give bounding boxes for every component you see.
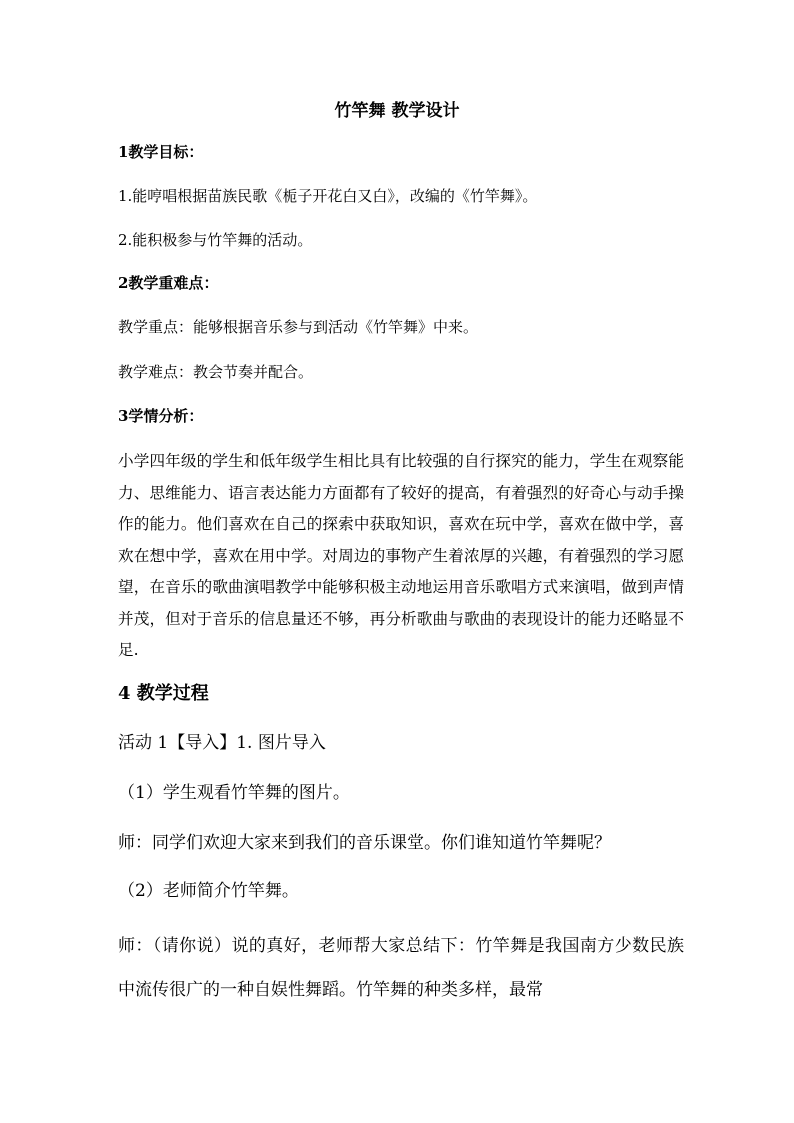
objective-item-1: 1.能哼唱根据苗族民歌《栀子开花白又白》，改编的《竹竿舞》。	[118, 187, 538, 205]
section-heading-objectives: 1教学目标：	[118, 143, 204, 161]
section-heading-key-points: 2教学重难点：	[118, 274, 219, 292]
section-heading-analysis: 3学情分析：	[118, 407, 204, 425]
process-paragraph: 师：（请你说）说的真好，老师帮大家总结下：竹竿舞是我国南方少数民族中流传很广的一种自娱性舞蹈。竹竿舞的种类多样，最常	[118, 936, 684, 1000]
objective-item-2: 2.能积极参与竹竿舞的活动。	[118, 231, 313, 249]
key-point-item-1: 教学重点：能够根据音乐参与到活动《竹竿舞》中来。	[118, 318, 479, 336]
process-line-1: （1）学生观看竹竿舞的图片。	[118, 783, 350, 803]
key-point-item-2: 教学难点：教会节奏并配合。	[118, 363, 314, 381]
section-heading-process: 4 教学过程	[118, 683, 209, 704]
document-title: 竹竿舞 教学设计	[334, 101, 460, 121]
process-line-activity: 活动 1【导入】1. 图片导入	[118, 733, 326, 753]
process-line-teacher-question: 师：同学们欢迎大家来到我们的音乐课堂。你们谁知道竹竿舞呢？	[118, 833, 611, 853]
process-line-2: （2）老师简介竹竿舞。	[118, 881, 299, 901]
analysis-paragraph: 小学四年级的学生和低年级学生相比具有比较强的自行探究的能力，学生在观察能力、思维能力、语言表达能力方面都有了较好的提高，有着强烈的好奇心与动手操作的能力。他们喜欢在自己的探索中获取知识，喜欢在玩中学，喜欢在做中学，喜欢在想中学，喜欢在用中学。对周边的事物产生着浓厚的兴趣，有着强烈的学习愿望，在音乐的歌曲演唱教学中能够积极主动地运用音乐歌唱方式来演唱，做到声情并茂，但对于音乐的信息量还不够，再分析歌曲与歌曲的表现设计的能力还略显不足.	[118, 452, 684, 659]
